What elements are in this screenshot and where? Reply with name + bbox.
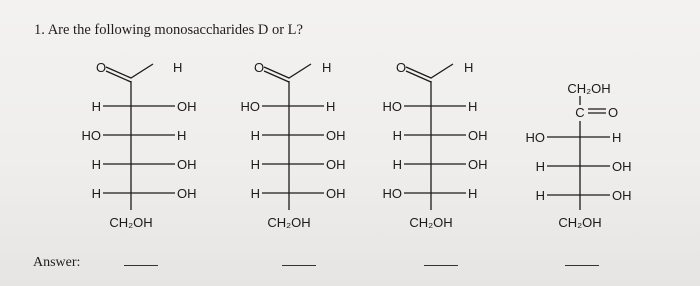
substituent-left: H [91, 186, 101, 201]
aldehyde-hydrogen: H [464, 60, 474, 75]
fischer-structure-1 [82, 60, 197, 230]
substituent-right: OH [177, 157, 197, 172]
substituent-right: H [177, 128, 187, 143]
terminal-ch2oh: CH₂OH [409, 215, 453, 230]
substituent-right: OH [177, 186, 197, 201]
substituent-right: OH [612, 159, 632, 174]
substituent-left: H [535, 188, 545, 203]
substituent-left: H [250, 157, 260, 172]
substituent-left: H [392, 157, 402, 172]
substituent-right: OH [177, 99, 197, 114]
question-text: 1. Are the following monosaccharides D or L? [34, 22, 303, 38]
substituent-left: H [91, 99, 101, 114]
aldehyde-bond [264, 64, 311, 78]
answer-label: Answer: [33, 255, 81, 270]
substituent-left: HO [382, 186, 402, 201]
substituent-right: OH [612, 188, 632, 203]
aldehyde-oxygen: O [396, 60, 407, 75]
substituent-right: OH [468, 157, 488, 172]
answer-blank-2[interactable] [282, 265, 316, 266]
answer-blank-1[interactable] [124, 265, 158, 266]
substituent-right: H [326, 99, 336, 114]
carbonyl-oxygen: O [608, 105, 619, 120]
substituent-left: HO [240, 99, 260, 114]
answer-blank-3[interactable] [424, 265, 458, 266]
terminal-ch2oh: CH₂OH [109, 215, 153, 230]
aldehyde-hydrogen: H [173, 60, 183, 75]
substituent-left: H [250, 186, 260, 201]
aldehyde-oxygen: O [254, 60, 265, 75]
substituent-left: H [392, 128, 402, 143]
substituent-left: HO [382, 99, 402, 114]
substituent-right: OH [326, 128, 346, 143]
substituent-right: OH [326, 186, 346, 201]
terminal-ch2oh: CH₂OH [558, 215, 602, 230]
aldehyde-bond [106, 64, 153, 78]
aldehyde-hydrogen: H [322, 60, 332, 75]
substituent-right: OH [468, 128, 488, 143]
aldehyde-oxygen: O [96, 60, 107, 75]
substituent-left: H [535, 159, 545, 174]
substituent-left: H [250, 128, 260, 143]
substituent-left: HO [81, 128, 101, 143]
substituent-right: H [468, 186, 478, 201]
terminal-ch2oh: CH₂OH [267, 215, 311, 230]
aldehyde-bond [406, 64, 453, 78]
substituent-right: H [468, 99, 478, 114]
substituent-right: H [612, 130, 622, 145]
carbonyl-carbon: C [575, 105, 585, 120]
substituent-left: HO [525, 130, 545, 145]
fischer-structure-3 [383, 60, 488, 230]
fischer-structure-2 [241, 60, 346, 230]
top-ch2oh: CH₂OH [567, 81, 611, 96]
answer-blank-4[interactable] [565, 265, 599, 266]
substituent-right: OH [326, 157, 346, 172]
fischer-structure-4 [526, 81, 632, 230]
substituent-left: H [91, 157, 101, 172]
